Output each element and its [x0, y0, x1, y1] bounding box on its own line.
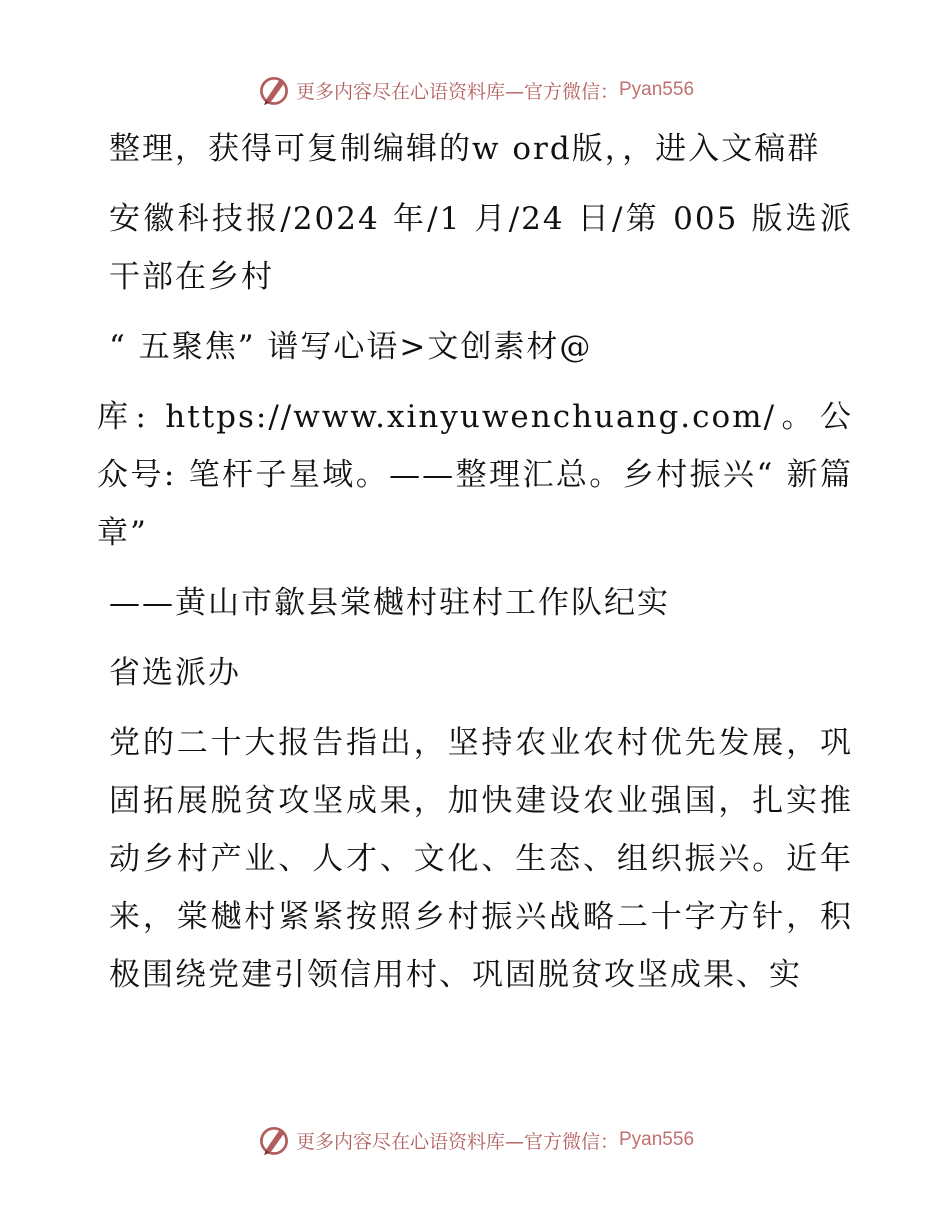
- watermark-text: 更多内容尽在心语资料库—官方微信：: [295, 80, 619, 103]
- paragraph: ——黄山市歙县棠樾村驻村工作队纪实: [109, 585, 670, 621]
- paragraph: “ 五聚焦” 谱写心语>文创素材@: [109, 329, 593, 365]
- paragraph: 安徽科技报/2024 年/1 月/24 日/第 005 版选派干部在乡村: [109, 201, 853, 295]
- watermark-wechat-id: Pyan556: [619, 1129, 695, 1150]
- paragraph: 党的二十大报告指出，坚持农业农村优先发展，巩固拓展脱贫攻坚成果，加快建设农业强国，扎实推动乡村产业、人才、文化、生态、组织振兴。近年来，棠樾村紧紧按照乡村振兴战略二十字方针，积极围绕党建引领信用村、巩固脱贫攻坚成果、实: [109, 725, 853, 993]
- paragraph: 省选派办: [109, 655, 241, 691]
- paragraph: 整理，获得可复制编辑的w ord版，，进入文稿群: [109, 131, 821, 167]
- pen-logo-icon: [256, 72, 292, 108]
- document-body: [97, 120, 853, 1016]
- pen-logo-icon: [256, 1122, 292, 1158]
- paragraph: 库: https://www.xinyuwenchuang.com/。公众号: 笔杆子星域。——整理汇总。乡村振兴“ 新篇章”: [97, 399, 853, 551]
- watermark-wechat-id: Pyan556: [619, 79, 695, 100]
- watermark-text: 更多内容尽在心语资料库—官方微信：: [295, 1130, 619, 1153]
- header-watermark: [0, 70, 950, 110]
- footer-watermark: [0, 1120, 950, 1160]
